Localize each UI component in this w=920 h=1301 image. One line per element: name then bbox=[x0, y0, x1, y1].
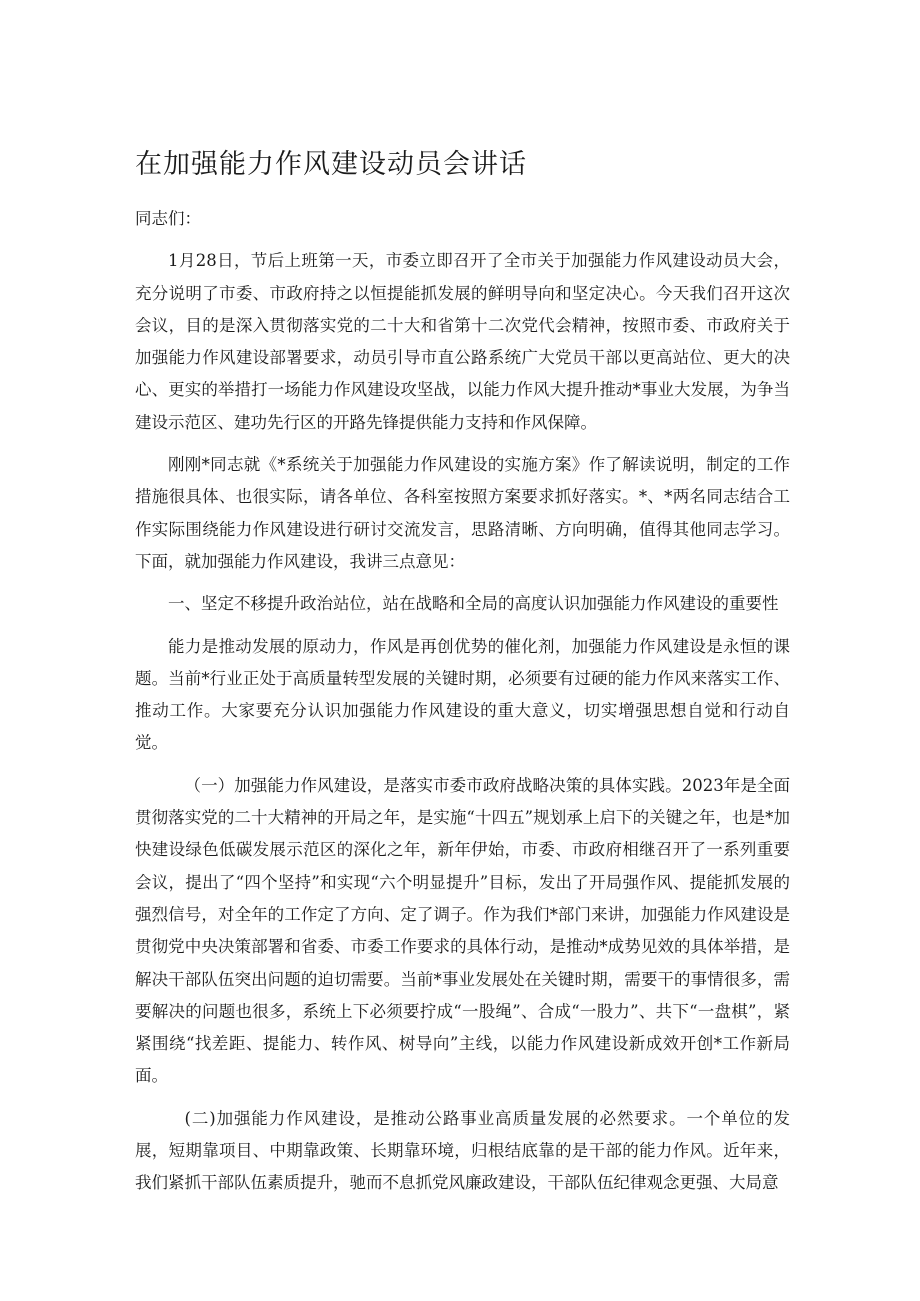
section-heading-1: 一、坚定不移提升政治站位，站在战略和全局的高度认识加强能力作风建设的重要性 bbox=[168, 594, 779, 614]
paragraph-section-1-intro: 能力是推动发展的原动力，作风是再创优势的催化剂，加强能力作风建设是永恒的课题。当前*行业正处于高质量转型发展的关键时期，必须要有过硬的能力作风来落实工作、推动工作。大家要充分认识加强能力作风建设的重大意义，切实增强思想自觉和行动自觉。 bbox=[135, 636, 790, 753]
document-title: 在加强能力作风建设动员会讲话 bbox=[135, 149, 527, 180]
paragraph-agenda: 刚刚*同志就《*系统关于加强能力作风建设的实施方案》作了解读说明，制定的工作措施很具体、也很实际，请各单位、各科室按照方案要求抓好落实。*、*两名同志结合工作实际围绕能力作风建设进行研讨交流发言，思路清晰、方向明确，值得其他同志学习。下面，就加强能力作风建设，我讲三点意见： bbox=[135, 455, 790, 571]
paragraph-subpoint-2: (二)加强能力作风建设，是推动公路事业高质量发展的必然要求。一个单位的发展，短期靠项目、中期靠政策、长期靠环境，归根结底靠的是干部的能力作风。近年来，我们紧抓干部队伍素质提升，驰而不息抓党风廉政建设，干部队伍纪律观念更强、大局意 bbox=[135, 1108, 790, 1193]
paragraph-subpoint-1: （一）加强能力作风建设，是落实市委市政府战略决策的具体实践。2023年是全面贯彻落实党的二十大精神的开局之年，是实施“十四五”规划承上启下的关键之年，也是*加快建设绿色低碳发展示范区的深化之年，新年伊始，市委、市政府相继召开了一系列重要会议，提出了“四个坚持”和实现“六个明显提升”目标，发出了开局强作风、提能抓发展的强烈信号，对全年的工作定了方向、定了调子。作为我们*部门来讲，加强能力作风建设是贯彻党中央决策部署和省委、市委工作要求的具体行动，是推动*成势见效的具体举措，是解决干部队伍突出问题的迫切需要。当前*事业发展处在关键时期，需要干的事情很多，需要解决的问题也很多，系统上下必须要拧成“一股绳”、合成“一股力”、共下“一盘棋”，紧紧围绕“找差距、提能力、转作风、树导向”主线，以能力作风建设新成效开创*工作新局面。 bbox=[135, 775, 790, 1086]
document-body bbox=[135, 203, 790, 1210]
greeting: 同志们： bbox=[135, 209, 201, 228]
paragraph-intro: 1月28日，节后上班第一天，市委立即召开了全市关于加强能力作风建设动员大会，充分说明了市委、市政府持之以恒提能抓发展的鲜明导向和坚定决心。今天我们召开这次会议，目的是深入贯彻落实党的二十大和省第十二次党代会精神，按照市委、市政府关于加强能力作风建设部署要求，动员引导市直公路系统广大党员干部以更高站位、更大的决心、更实的举措打一场能力作风建设攻坚战，以能力作风大提升推动*事业大发展，为争当建设示范区、建功先行区的开路先锋提供能力支持和作风保障。 bbox=[135, 251, 790, 432]
